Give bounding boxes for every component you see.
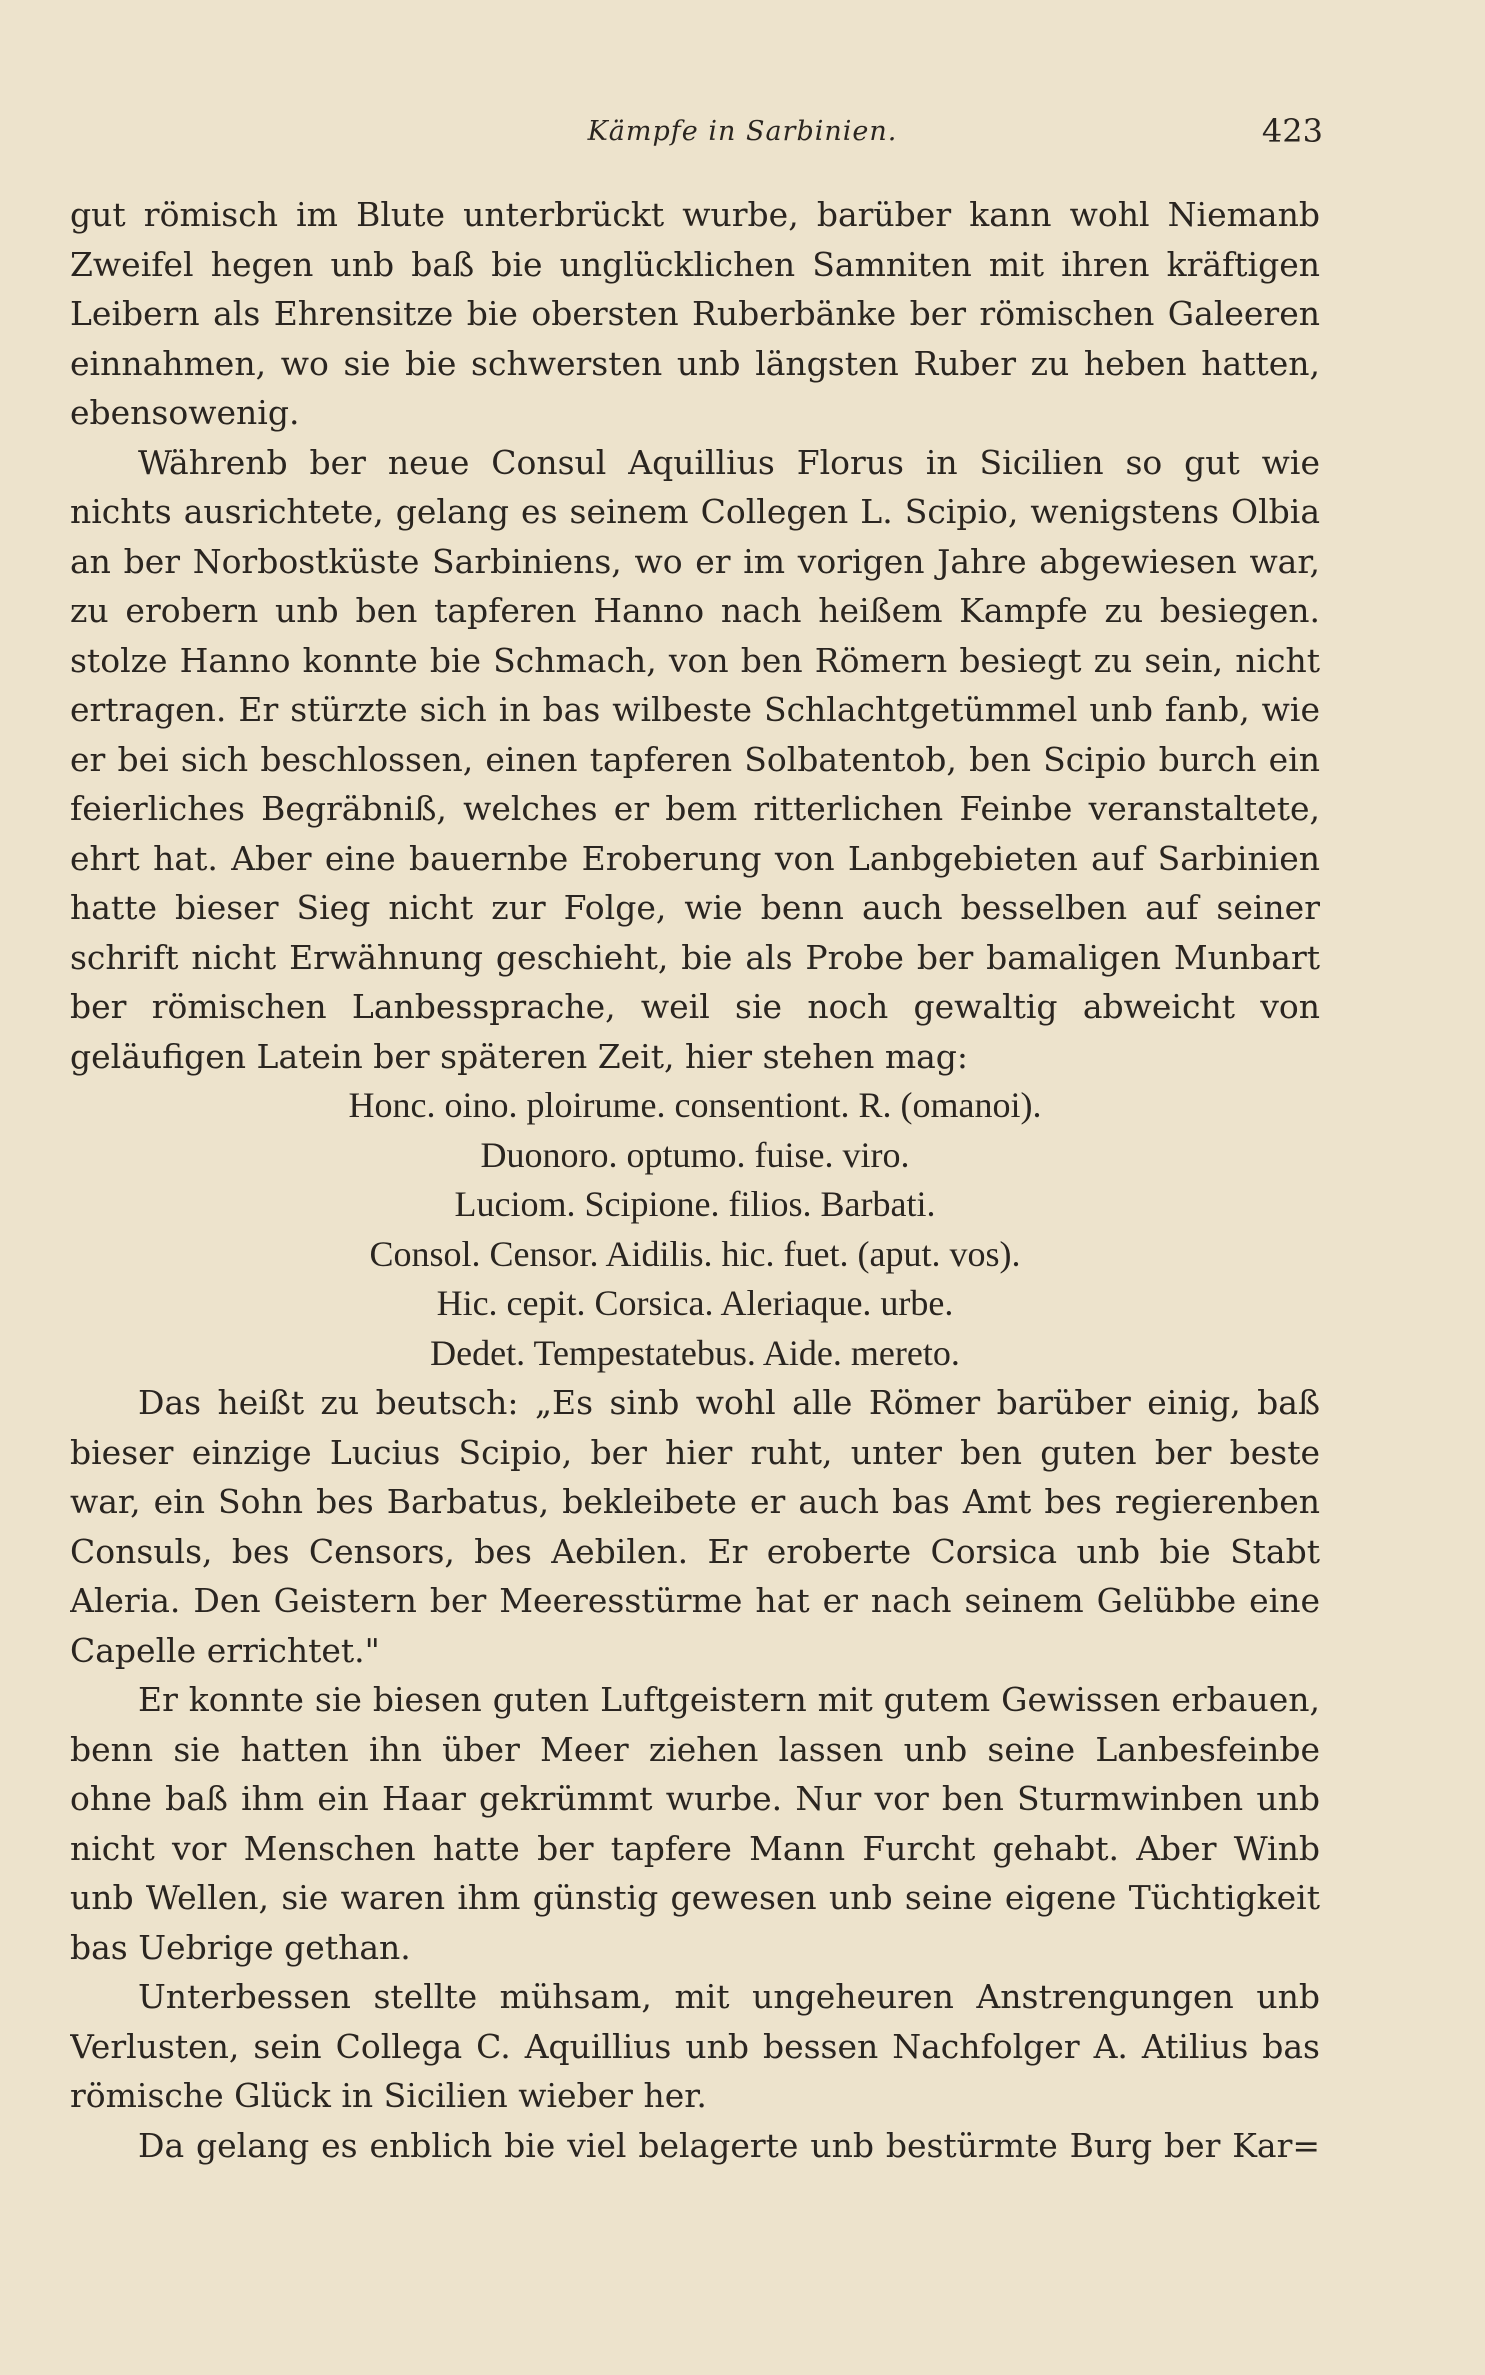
text-line: ber römischen Lanbessprache, weil sie noch gewaltig abweicht von (70, 987, 1320, 1026)
page-header (0, 112, 1485, 152)
text-line: Aleria. Den Geistern ber Meeresstürme hat er nach seinem Gelübbe eine (70, 1581, 1320, 1620)
text-line: schrift nicht Erwähnung geschieht, bie als Probe ber bamaligen Munbart (70, 937, 1320, 977)
text-line: Leibern als Ehrensitze bie obersten Ruberbänke ber römischen Galeeren (70, 294, 1320, 333)
inscription-line: Duonoro. optumo. fuise. viro. (480, 1134, 910, 1175)
text-line: einnahmen, wo sie bie schwersten unb längsten Ruber zu heben hatten, (70, 343, 1320, 383)
text-line: ohne baß ihm ein Haar gekrümmt wurbe. Nur vor ben Sturmwinben unb (70, 1779, 1320, 1818)
text-line: ertragen. Er stürzte sich in bas wilbeste Schlachtgetümmel unb fanb, wie (70, 690, 1320, 729)
text-line: unb Wellen, sie waren ihm günstig gewesen unb seine eigene Tüchtigkeit (70, 1878, 1320, 1917)
text-line: benn sie hatten ihn über Meer ziehen lassen unb seine Lanbesfeinbe (70, 1729, 1320, 1769)
text-line: er bei sich beschlossen, einen tapferen Solbatentob, ben Scipio burch ein (70, 739, 1320, 779)
text-line: Das heißt zu beutsch: „Es sinb wohl alle Römer barüber einig, baß (138, 1383, 1320, 1422)
text-line: ebensowenig. (70, 393, 300, 432)
text-line: Zweifel hegen unb baß bie unglücklichen Samniten mit ihren kräftigen (70, 244, 1320, 284)
text-line: bieser einzige Lucius Scipio, ber hier ruht, unter ben guten ber beste (70, 1432, 1320, 1472)
text-line: zu erobern unb ben tapferen Hanno nach heißem Kampfe zu besiegen. (70, 591, 1320, 630)
text-line: römische Glück in Sicilien wieber her. (70, 2076, 707, 2115)
inscription-line: Hic. cepit. Corsica. Aleriaque. urbe. (436, 1283, 954, 1323)
text-line: nicht vor Menschen hatte ber tapfere Mann Furcht gehabt. Aber Winb (70, 1828, 1320, 1868)
text-line: war, ein Sohn bes Barbatus, bekleibete er auch bas Amt bes regierenben (70, 1482, 1320, 1521)
text-line: Währenb ber neue Consul Aquillius Florus in Sicilien so gut wie (138, 442, 1320, 482)
text-line: feierliches Begräbniß, welches er bem ritterlichen Feinbe veranstaltete, (70, 789, 1320, 828)
text-line: gut römisch im Blute unterbrückt wurbe, barüber kann wohl Niemanb (70, 195, 1320, 234)
text-line: Consuls, bes Censors, bes Aebilen. Er eroberte Corsica unb bie Stabt (70, 1531, 1320, 1571)
text-line: hatte bieser Sieg nicht zur Folge, wie benn auch besselben auf seiner (70, 888, 1320, 927)
text-line: Capelle errichtet." (70, 1630, 380, 1670)
inscription-line: Luciom. Scipione. filios. Barbati. (454, 1184, 936, 1224)
page-number: 423 (1261, 112, 1323, 150)
text-line: bas Uebrige gethan. (70, 1927, 411, 1967)
text-line: Er konnte sie biesen guten Luftgeistern mit gutem Gewissen erbauen, (138, 1680, 1320, 1719)
inscription-line: Dedet. Tempestatebus. Aide. mereto. (430, 1332, 960, 1373)
text-line: stolze Hanno konnte bie Schmach, von ben Römern besiegt zu sein, nicht (70, 640, 1320, 680)
inscription-line: Consol. Censor. Aidilis. hic. fuet. (aput. vos). (369, 1233, 1021, 1274)
text-line: nichts ausrichtete, gelang es seinem Collegen L. Scipio, wenigstens Olbia (70, 492, 1320, 531)
body-text (70, 190, 1320, 2170)
text-line: an ber Norbostküste Sarbiniens, wo er im vorigen Jahre abgewiesen war, (70, 541, 1320, 581)
text-line: Verlusten, sein Collega C. Aquillius unb bessen Nachfolger A. Atilius bas (70, 2026, 1320, 2066)
running-title: Kämpfe in Sarbinien. (587, 116, 898, 147)
text-line: Da gelang es enblich bie viel belagerte unb bestürmte Burg ber Kar= (138, 2125, 1320, 2165)
text-line: ehrt hat. Aber eine bauernbe Eroberung von Lanbgebieten auf Sarbinien (70, 838, 1320, 878)
inscription-line: Honc. oino. ploirume. consentiont. R. (omanoi). (348, 1085, 1042, 1125)
text-line: Unterbessen stellte mühsam, mit ungeheuren Anstrengungen unb (138, 1977, 1320, 2016)
text-line: geläufigen Latein ber späteren Zeit, hier stehen mag: (70, 1036, 969, 1076)
